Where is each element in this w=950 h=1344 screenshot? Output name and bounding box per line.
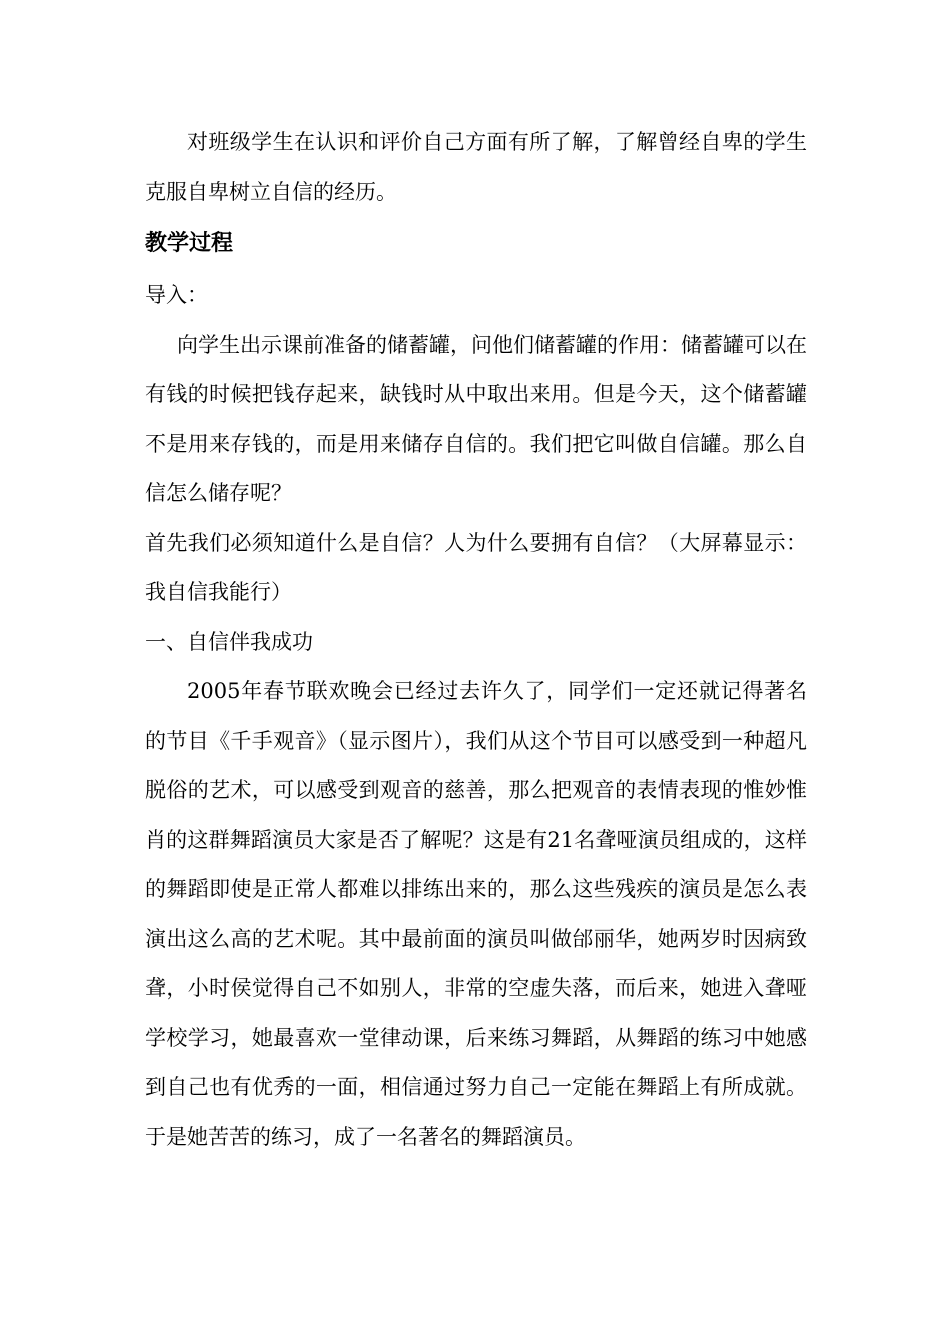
- section-heading-confidence-success: 一、自信伴我成功: [145, 629, 313, 654]
- what-is-confidence-paragraph: 首先我们必须知道什么是自信？人为什么要拥有自信？（大屏幕显示：我自信我能行）: [145, 530, 807, 604]
- section-heading-teaching-process: 教学过程: [145, 231, 234, 256]
- document-body: [145, 118, 807, 1162]
- lead-in-label: 导入：: [145, 283, 208, 307]
- intro-paragraph: 对班级学生在认识和评价自己方面有所了解，了解曾经自卑的学生克服自卑树立自信的经历。: [145, 130, 807, 204]
- piggy-bank-paragraph: 向学生出示课前准备的储蓄罐，问他们储蓄罐的作用：储蓄罐可以在有钱的时候把钱存起来，缺钱时从中取出来用。但是今天，这个储蓄罐不是用来存钱的，而是用来储存自信的。我们把它叫做自信罐。那么自信怎么储存呢？: [145, 332, 807, 505]
- story-paragraph: 2005年春节联欢晚会已经过去许久了，同学们一定还就记得著名的节目《千手观音》（显示图片），我们从这个节目可以感受到一种超凡脱俗的艺术，可以感受到观音的慈善，那么把观音的表情表现的惟妙惟肖的这群舞蹈演员大家是否了解呢？这是有21名聋哑演员组成的，这样的舞蹈即使是正常人都难以排练出来的，那么这些残疾的演员是怎么表演出这么高的艺术呢。其中最前面的演员叫做邰丽华，她两岁时因病致聋，小时侯觉得自己不如别人，非常的空虚失落，而后来，她进入聋哑学校学习，她最喜欢一堂律动课，后来练习舞蹈，从舞蹈的练习中她感到自己也有优秀的一面，相信通过努力自己一定能在舞蹈上有所成就。于是她苦苦的练习，成了一名著名的舞蹈演员。: [145, 679, 807, 1149]
